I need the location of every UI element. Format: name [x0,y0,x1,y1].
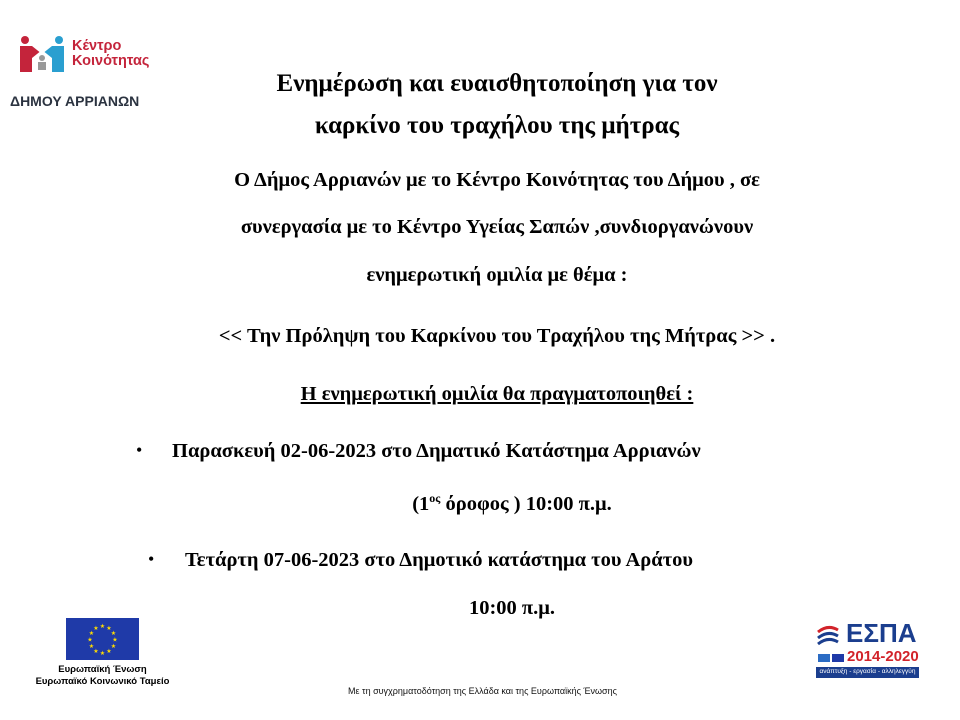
bullet-icon: • [148,549,155,569]
svg-text:★: ★ [93,649,99,655]
intro-line3: ενημερωτική ομιλία με θέμα : [366,264,628,286]
event1-line2: ($1^{o\varsigma}$ όροφος ) 10:00 π.μ. [412,491,612,515]
svg-text:★: ★ [110,631,117,637]
event2-line2: 10:00 π.μ. [468,597,556,619]
espa-slogan: ανάπτυξη - εργασία - αλληλεγγύη [819,668,916,675]
bullet-icon: • [136,440,143,460]
svg-text:★: ★ [112,637,118,644]
eu-flag-icon [66,618,139,660]
family-house-icon [18,36,66,72]
espa-years: 2014-2020 [847,648,919,665]
event2-line1: Τετάρτη 07-06-2023 στο Δημοτικό κατάστημα του Αράτου [185,549,694,571]
espa-name: ΕΣΠΑ [846,618,917,648]
eu-caption: Ευρωπαϊκή Ένωση Ευρωπαϊκό Κοινωνικό Ταμείο [35,664,170,687]
svg-text:★: ★ [99,651,106,657]
title-line2: καρκίνο του τραχήλου της μήτρας [314,112,680,139]
svg-text:★: ★ [88,644,95,650]
logo-name-line1: Κέντρο [72,38,122,54]
svg-text:★: ★ [99,624,106,630]
logo-name-line2: Κοινότητας [72,53,150,69]
svg-text:★: ★ [87,637,93,644]
svg-text:★: ★ [88,631,95,637]
footer-cofunding: Με τη συγχρηματοδότηση της Ελλάδα και της Ευρωπαϊκής Ένωσης [348,686,617,696]
svg-text:★: ★ [106,626,112,632]
intro-line2: συνεργασία με το Κέντρο Υγείας Σαπών ,συνδιοργανώνουν [240,216,754,238]
kentro-koinotitas-logo [18,36,149,72]
event1-line1: Παρασκευή 02-06-2023 στο Δηματικό Κατάστημα Αρριανών [172,440,701,462]
subheading: Η ενημερωτική ομιλία θα πραγματοποιηθεί : [300,383,694,405]
municipality-label: ΔΗΜΟΥ ΑΡΡΙΑΝΩΝ [10,93,140,109]
title-line1: Ενημέρωση και ευαισθητοποίηση για τον [276,70,718,97]
svg-text:★: ★ [106,649,112,655]
topic: << Την Πρόληψη του Καρκίνου του Τραχήλου της Μήτρας >> . [218,325,776,347]
espa-logo [816,618,928,680]
intro-line1: Ο Δήμος Αρριανών με το Κέντρο Κοινότητας του Δήμου , σε [234,169,760,191]
svg-text:★: ★ [110,644,117,650]
svg-text:★: ★ [93,626,99,632]
